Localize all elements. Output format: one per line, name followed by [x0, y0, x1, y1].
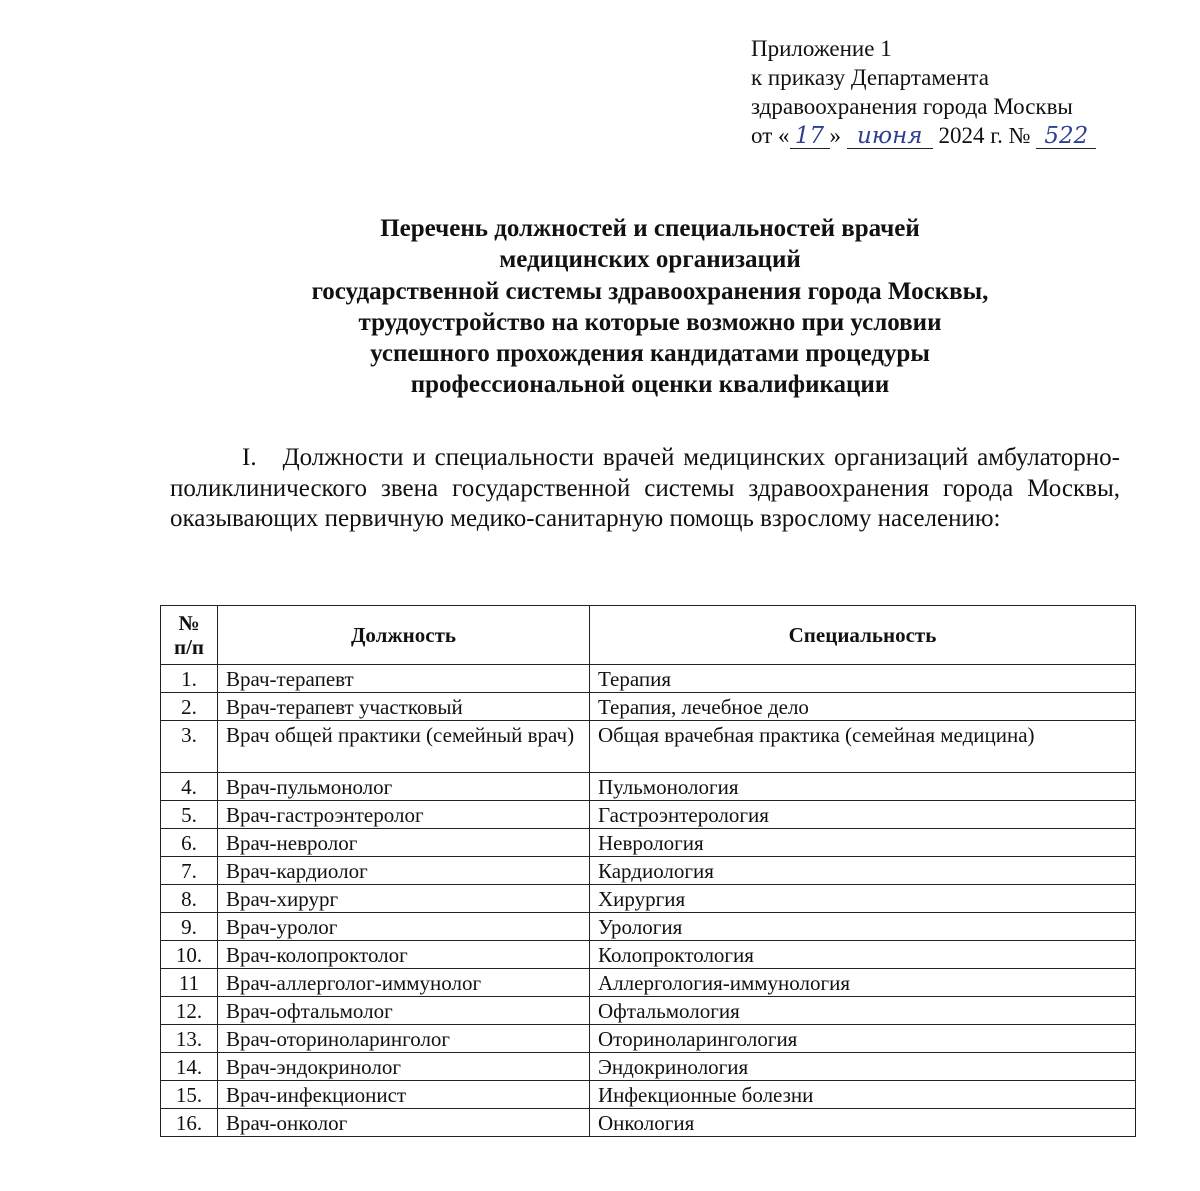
row-number: 10.	[161, 941, 218, 969]
row-specialty: Инфекционные болезни	[590, 1081, 1136, 1109]
row-number: 5.	[161, 801, 218, 829]
row-number: 15.	[161, 1081, 218, 1109]
row-specialty: Неврология	[590, 829, 1136, 857]
header-position: Должность	[218, 606, 590, 665]
row-number: 8.	[161, 885, 218, 913]
title-line: профессиональной оценки квалификации	[410, 371, 890, 399]
table-row	[161, 693, 1136, 721]
table-row	[161, 665, 1136, 693]
title-line: государственной системы здравоохранения города Москвы,	[311, 277, 989, 305]
row-position: Врач-терапевт участковый	[218, 693, 590, 721]
row-number: 9.	[161, 913, 218, 941]
row-number: 6.	[161, 829, 218, 857]
row-specialty: Урология	[590, 913, 1136, 941]
handwritten-order-number: 522	[1036, 124, 1096, 149]
row-position: Врач-колопроктолог	[218, 941, 590, 969]
table-row	[161, 1081, 1136, 1109]
row-number: 11	[161, 969, 218, 997]
table-row	[161, 1025, 1136, 1053]
date-mid: »	[829, 123, 841, 148]
row-specialty: Оториноларингология	[590, 1025, 1136, 1053]
row-position: Врач-инфекционист	[218, 1081, 590, 1109]
row-number: 4.	[161, 773, 218, 801]
header-specialty: Специальность	[590, 606, 1136, 665]
title-line: трудоустройство на которые возможно при условии	[358, 308, 942, 336]
row-specialty: Пульмонология	[590, 773, 1136, 801]
order-date-line	[751, 121, 1096, 150]
table-row	[161, 721, 1136, 773]
row-number: 16.	[161, 1109, 218, 1137]
row-position: Врач-оториноларинголог	[218, 1025, 590, 1053]
row-position: Врач-офтальмолог	[218, 997, 590, 1025]
row-specialty: Кардиология	[590, 857, 1136, 885]
table-row	[161, 857, 1136, 885]
row-number: 14.	[161, 1053, 218, 1081]
section-text: Должности и специальности врачей медицинских организаций амбулаторно-поликлинического звена государственной системы здравоохранения города Москвы, оказывающих первичную медико-санитарную помощь взрослому населению:	[170, 444, 1120, 533]
row-position: Врач-гастроэнтеролог	[218, 801, 590, 829]
table-row	[161, 829, 1136, 857]
appendix-line-2: к приказу Департамента	[751, 65, 989, 90]
row-position: Врач общей практики (семейный врач)	[218, 721, 590, 773]
row-specialty: Аллергология-иммунология	[590, 969, 1136, 997]
appendix-line-3: здравоохранения города Москвы	[751, 94, 1073, 119]
appendix-line-1: Приложение 1	[751, 36, 892, 61]
document-title	[180, 213, 1120, 401]
table-row	[161, 1109, 1136, 1137]
row-position: Врач-онколог	[218, 1109, 590, 1137]
section-heading	[170, 443, 1120, 535]
table-row	[161, 801, 1136, 829]
table-row	[161, 773, 1136, 801]
row-specialty: Гастроэнтерология	[590, 801, 1136, 829]
row-position: Врач-хирург	[218, 885, 590, 913]
row-number: 7.	[161, 857, 218, 885]
section-number: I.	[242, 444, 257, 471]
row-position: Врач-пульмонолог	[218, 773, 590, 801]
title-line: успешного прохождения кандидатами процедуры	[370, 340, 930, 368]
row-position: Врач-невролог	[218, 829, 590, 857]
table-row	[161, 913, 1136, 941]
table-row	[161, 1053, 1136, 1081]
row-specialty: Эндокринология	[590, 1053, 1136, 1081]
row-position: Врач-кардиолог	[218, 857, 590, 885]
row-specialty: Терапия	[590, 665, 1136, 693]
title-line: медицинских организаций	[499, 246, 801, 274]
table-row	[161, 969, 1136, 997]
row-number: 1.	[161, 665, 218, 693]
row-position: Врач-уролог	[218, 913, 590, 941]
row-number: 2.	[161, 693, 218, 721]
header-number: № п/п	[161, 606, 218, 665]
row-number: 13.	[161, 1025, 218, 1053]
row-specialty: Офтальмология	[590, 997, 1136, 1025]
row-position: Врач-эндокринолог	[218, 1053, 590, 1081]
handwritten-day: 17	[790, 124, 830, 149]
row-specialty: Терапия, лечебное дело	[590, 693, 1136, 721]
row-specialty: Онкология	[590, 1109, 1136, 1137]
positions-table	[160, 605, 1136, 1137]
year-number-label: 2024 г. №	[938, 123, 1031, 148]
row-specialty: Колопроктология	[590, 941, 1136, 969]
date-prefix: от «	[751, 123, 790, 148]
table-row	[161, 941, 1136, 969]
table-row	[161, 997, 1136, 1025]
row-position: Врач-аллерголог-иммунолог	[218, 969, 590, 997]
row-specialty: Хирургия	[590, 885, 1136, 913]
row-specialty: Общая врачебная практика (семейная медицина)	[590, 721, 1136, 773]
row-number: 12.	[161, 997, 218, 1025]
handwritten-month: июня	[847, 124, 933, 149]
table-header-row	[161, 606, 1136, 665]
appendix-block	[751, 34, 1096, 150]
row-number: 3.	[161, 721, 218, 773]
table-row	[161, 885, 1136, 913]
title-line: Перечень должностей и специальностей врачей	[380, 215, 920, 242]
row-position: Врач-терапевт	[218, 665, 590, 693]
